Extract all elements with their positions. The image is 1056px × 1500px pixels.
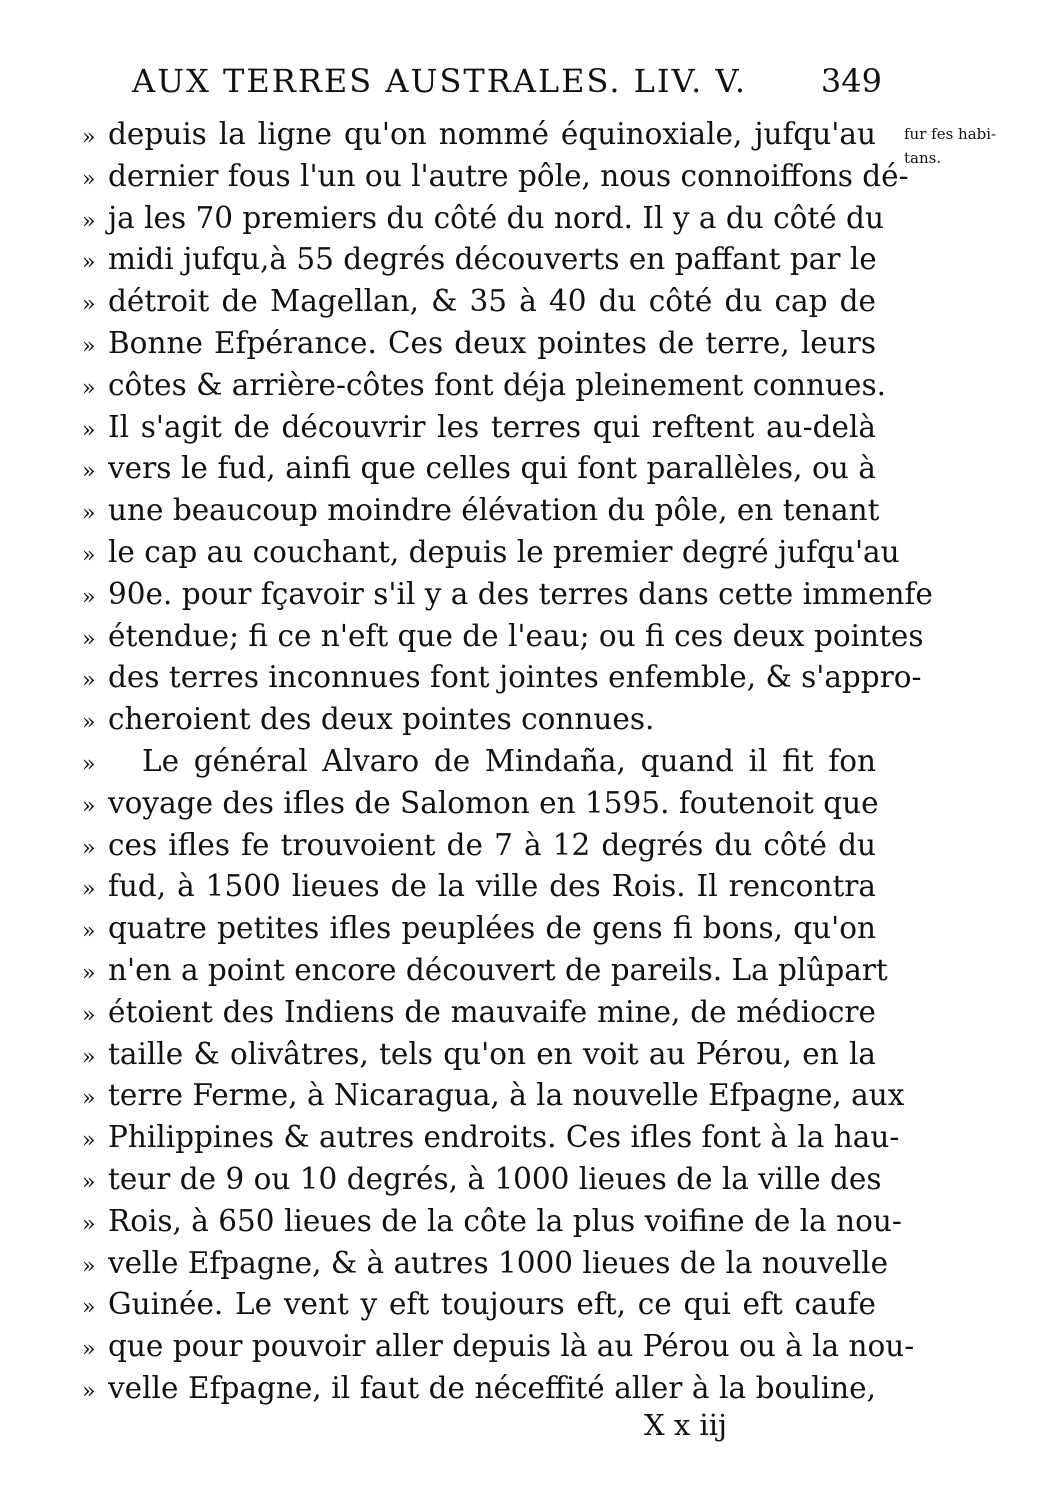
line-text: depuis la ligne qu'on nommé équinoxiale, jufqu'au — [108, 117, 876, 151]
text-line — [82, 992, 890, 1034]
line-text: quatre petites ifles peuplées de gens fi bons, qu'on — [108, 911, 876, 946]
quote-mark: » — [82, 919, 96, 945]
line-text: côtes & arrière-côtes font déja pleinement connues. — [108, 367, 887, 402]
quote-mark: » — [82, 877, 96, 903]
line-text: étendue; fi ce n'eft que de l'eau; ou fi ces deux pointes — [108, 618, 924, 653]
quote-mark: » — [82, 1169, 96, 1195]
text-line — [82, 448, 890, 490]
quote-mark: » — [82, 835, 96, 861]
line-text: que pour pouvoir aller depuis là au Pérou ou à la nou- — [108, 1329, 915, 1364]
line-text: voyage des ifles de Salomon en 1595. foutenoit que — [108, 785, 879, 820]
line-text: 90e. pour fçavoir s'il y a des terres dans cette immenfe — [108, 576, 933, 611]
text-line — [82, 950, 890, 992]
quote-mark: » — [82, 1044, 96, 1070]
quote-mark: » — [82, 166, 96, 192]
text-line — [82, 156, 909, 198]
quote-mark: » — [82, 584, 96, 610]
quote-mark: » — [82, 375, 96, 401]
text-line — [82, 825, 890, 867]
line-text: taille & olivâtres, tels qu'on en voit au Pérou, en la — [108, 1036, 876, 1071]
text-line — [82, 281, 890, 323]
quote-mark: » — [82, 668, 96, 694]
text-line — [82, 114, 890, 156]
quote-mark: » — [82, 1295, 96, 1321]
text-line — [82, 1159, 890, 1201]
line-text: teur de 9 ou 10 degrés, à 1000 lieues de la ville des — [108, 1161, 882, 1196]
line-text: le cap au couchant, depuis le premier degré jufqu'au — [108, 534, 900, 569]
quote-mark: » — [82, 417, 96, 443]
line-text: n'en a point encore découvert de pareils. La plûpart — [108, 952, 888, 987]
line-text: des terres inconnues font jointes enfemble, & s'appro- — [108, 660, 922, 695]
quote-mark: » — [82, 501, 96, 527]
text-line — [82, 908, 890, 950]
text-line — [82, 1326, 915, 1368]
quote-mark: » — [82, 960, 96, 986]
quote-mark: » — [82, 542, 96, 568]
marginal-note-line: tans. — [904, 149, 942, 167]
text-line — [82, 1368, 890, 1410]
line-text: Philippines & autres endroits. Ces ifles font à la hau- — [108, 1120, 900, 1155]
page-number: 349 — [820, 62, 882, 100]
signature-mark: X x iij — [644, 1408, 727, 1442]
line-text: velle Efpagne, & à autres 1000 lieues de la nouvelle — [108, 1245, 889, 1280]
quote-mark: » — [82, 1086, 96, 1112]
text-line — [82, 1284, 890, 1326]
text-line — [82, 323, 890, 365]
text-line — [82, 198, 890, 240]
quote-mark: » — [82, 333, 96, 359]
quote-mark: » — [82, 250, 96, 276]
line-text: Rois, à 650 lieues de la côte la plus voifine de la nou- — [108, 1203, 902, 1238]
text-line — [82, 1201, 902, 1243]
line-text: détroit de Magellan, & 35 à 40 du côté du cap de — [108, 284, 876, 319]
line-text: ja les 70 premiers du côté du nord. Il y a du côté du — [108, 200, 884, 235]
quote-mark: » — [82, 125, 96, 150]
text-line — [82, 365, 890, 407]
line-text: cheroient des deux pointes connues. — [108, 702, 655, 737]
quote-mark: » — [82, 1128, 96, 1154]
text-line — [82, 783, 890, 825]
text-line — [82, 490, 890, 532]
quote-mark: » — [82, 1337, 96, 1363]
text-line — [82, 239, 890, 281]
line-text: vers le fud, ainfi que celles qui font parallèles, ou à — [108, 451, 876, 486]
quote-mark: » — [82, 1253, 96, 1279]
line-text: ces ifles fe trouvoient de 7 à 12 degrés du côté du — [108, 827, 876, 862]
line-text: Le général Alvaro de Mindaña, quand il fit fon — [142, 743, 876, 778]
text-line — [82, 1034, 890, 1076]
quote-mark: » — [82, 751, 96, 777]
line-text: étoient des Indiens de mauvaife mine, de médiocre — [108, 994, 876, 1029]
quote-mark: » — [82, 626, 96, 652]
line-text: Guinée. Le vent y eft toujours eft, ce qui eft caufe — [108, 1287, 876, 1322]
text-line — [82, 532, 900, 574]
text-line — [82, 866, 890, 908]
text-line — [82, 741, 890, 783]
text-line — [82, 616, 924, 658]
line-text: velle Efpagne, il faut de néceffité aller à la bouline, — [108, 1370, 876, 1405]
text-line — [82, 407, 890, 449]
line-text: une beaucoup moindre élévation du pôle, en tenant — [108, 493, 880, 528]
line-text: fud, à 1500 lieues de la ville des Rois. Il rencontra — [108, 869, 876, 904]
text-line — [82, 1075, 905, 1117]
text-line — [82, 574, 933, 616]
text-line — [82, 1243, 890, 1285]
quote-mark: » — [82, 1002, 96, 1028]
running-title: AUX TERRES AUSTRALES. LIV. V. — [132, 62, 748, 100]
line-text: midi jufqu,à 55 degrés découverts en paffant par le — [108, 242, 877, 277]
quote-mark: » — [82, 710, 96, 736]
text-line — [82, 699, 890, 741]
quote-mark: » — [82, 1211, 96, 1237]
text-line — [82, 1117, 900, 1159]
marginal-note — [904, 122, 1014, 170]
line-text: Bonne Efpérance. Ces deux pointes de terre, leurs — [108, 325, 876, 360]
marginal-note-line: fur fes habi- — [904, 125, 997, 143]
line-text: Il s'agit de découvrir les terres qui reftent au-delà — [108, 409, 876, 444]
line-text: terre Ferme, à Nicaragua, à la nouvelle Efpagne, aux — [108, 1078, 905, 1113]
quote-mark: » — [82, 793, 96, 819]
running-header — [110, 62, 882, 106]
quote-mark: » — [82, 1378, 96, 1404]
quote-mark: » — [82, 459, 96, 485]
line-text: dernier fous l'un ou l'autre pôle, nous connoiffons dé- — [108, 158, 909, 193]
text-line — [82, 657, 922, 699]
quote-mark: » — [82, 208, 96, 234]
quote-mark: » — [82, 292, 96, 318]
